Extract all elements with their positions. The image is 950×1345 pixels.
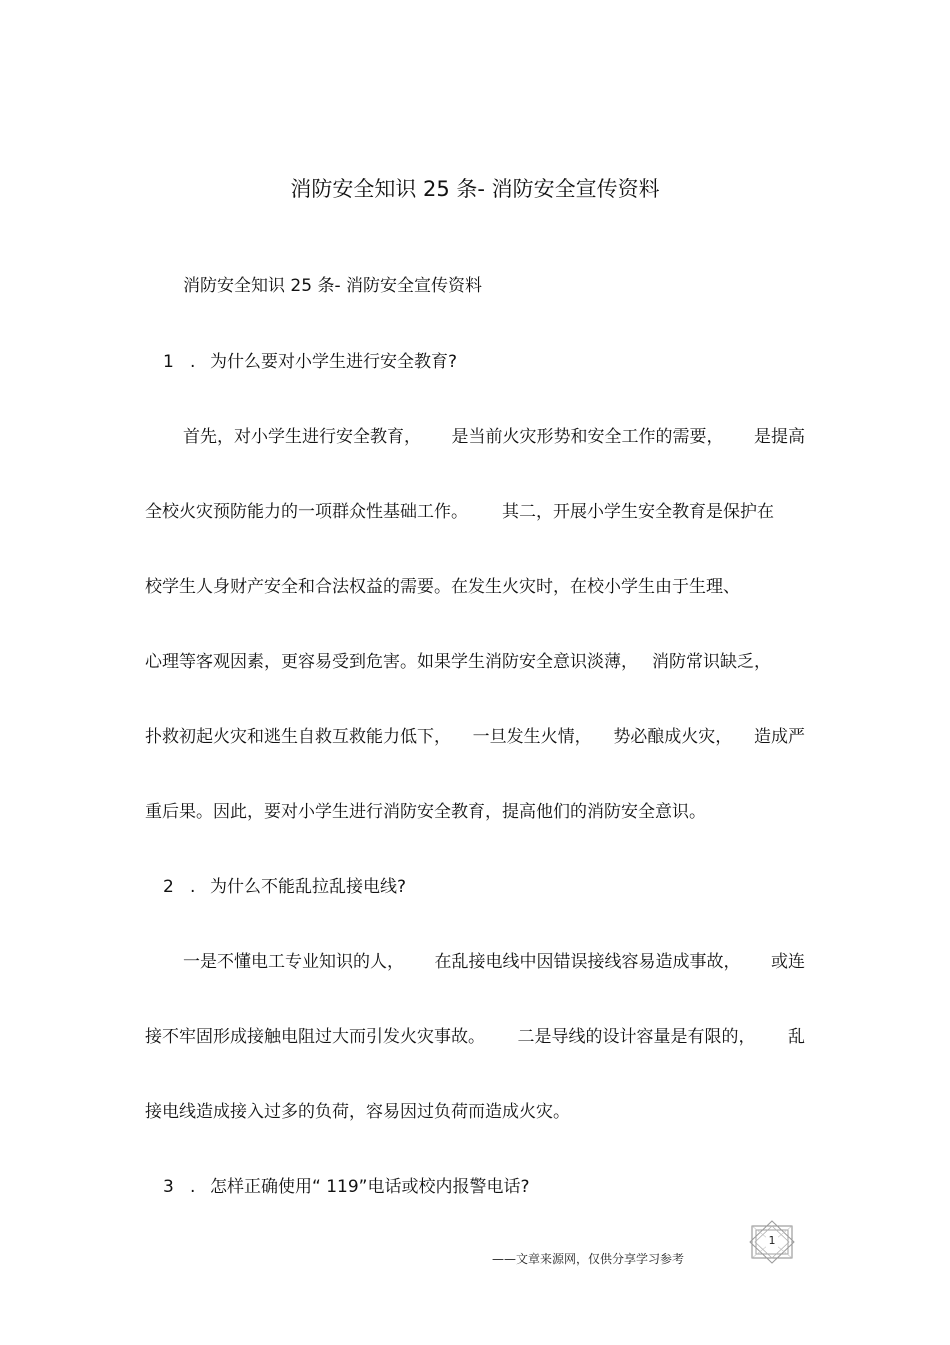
paragraph-line: 接电线造成接入过多的负荷，容易因过负荷而造成火灾。 <box>145 1102 570 1122</box>
paragraph-line <box>145 650 771 674</box>
paragraph-line <box>145 725 805 749</box>
paragraph-line: 校学生人身财产安全和合法权益的需要。在发生火灾时，在校小学生由于生理、 <box>145 577 740 597</box>
question-number: 3 <box>163 1177 174 1197</box>
paragraph-line <box>145 500 774 524</box>
text-segment: 其二，开展小学生安全教育是保护在 <box>502 502 774 522</box>
text-segment: 心理等客观因素，更容易受到危害。如果学生消防安全意识淡薄， <box>145 652 638 672</box>
text-segment: 消防常识缺乏， <box>652 652 771 672</box>
text-segment: 接不牢固形成接触电阻过大而引发火灾事故。 <box>145 1027 485 1047</box>
document-title: 消防安全知识 25 条- 消防安全宣传资料 <box>290 177 660 201</box>
text-segment: 在乱接电线中因错误接线容易造成事故， <box>434 952 741 972</box>
text-segment: 扑救初起火灾和逃生自救互救能力低下， <box>145 727 451 747</box>
text-segment: 乱 <box>788 1027 805 1047</box>
page-number-badge <box>748 1220 796 1264</box>
question-text: 为什么要对小学生进行安全教育? <box>210 352 458 372</box>
text-segment: 二是导线的设计容量是有限的， <box>517 1027 756 1047</box>
question-dot: . <box>190 1177 196 1197</box>
paragraph-line <box>183 950 805 974</box>
text-segment: 一是不懂电工专业知识的人， <box>183 952 404 972</box>
paragraph-line <box>183 425 805 449</box>
question-number: 2 <box>163 877 174 897</box>
page-number: 1 <box>766 1234 778 1248</box>
question-number: 1 <box>163 352 174 372</box>
document-subtitle: 消防安全知识 25 条- 消防安全宣传资料 <box>183 276 482 296</box>
text-segment: 全校火灾预防能力的一项群众性基础工作。 <box>145 502 468 522</box>
text-segment: 或连 <box>771 952 805 972</box>
text-segment: 势必酿成火灾， <box>613 727 733 747</box>
question-dot: . <box>190 877 196 897</box>
footer-note: ——文章来源网，仅供分享学习参考 <box>492 1252 685 1266</box>
text-segment: 一旦发生火情， <box>472 727 592 747</box>
question-text: 为什么不能乱拉乱接电线? <box>210 877 407 897</box>
text-segment: 是提高 <box>754 427 805 447</box>
question-text: 怎样正确使用“ 119”电话或校内报警电话? <box>210 1177 530 1197</box>
text-segment: 是当前火灾形势和安全工作的需要， <box>451 427 724 447</box>
text-segment: 造成严 <box>753 727 805 747</box>
question-dot: . <box>190 352 196 372</box>
paragraph-line: 重后果。因此，要对小学生进行消防安全教育，提高他们的消防安全意识。 <box>145 802 706 822</box>
text-segment: 首先，对小学生进行安全教育， <box>183 427 421 447</box>
paragraph-line <box>145 1025 805 1049</box>
